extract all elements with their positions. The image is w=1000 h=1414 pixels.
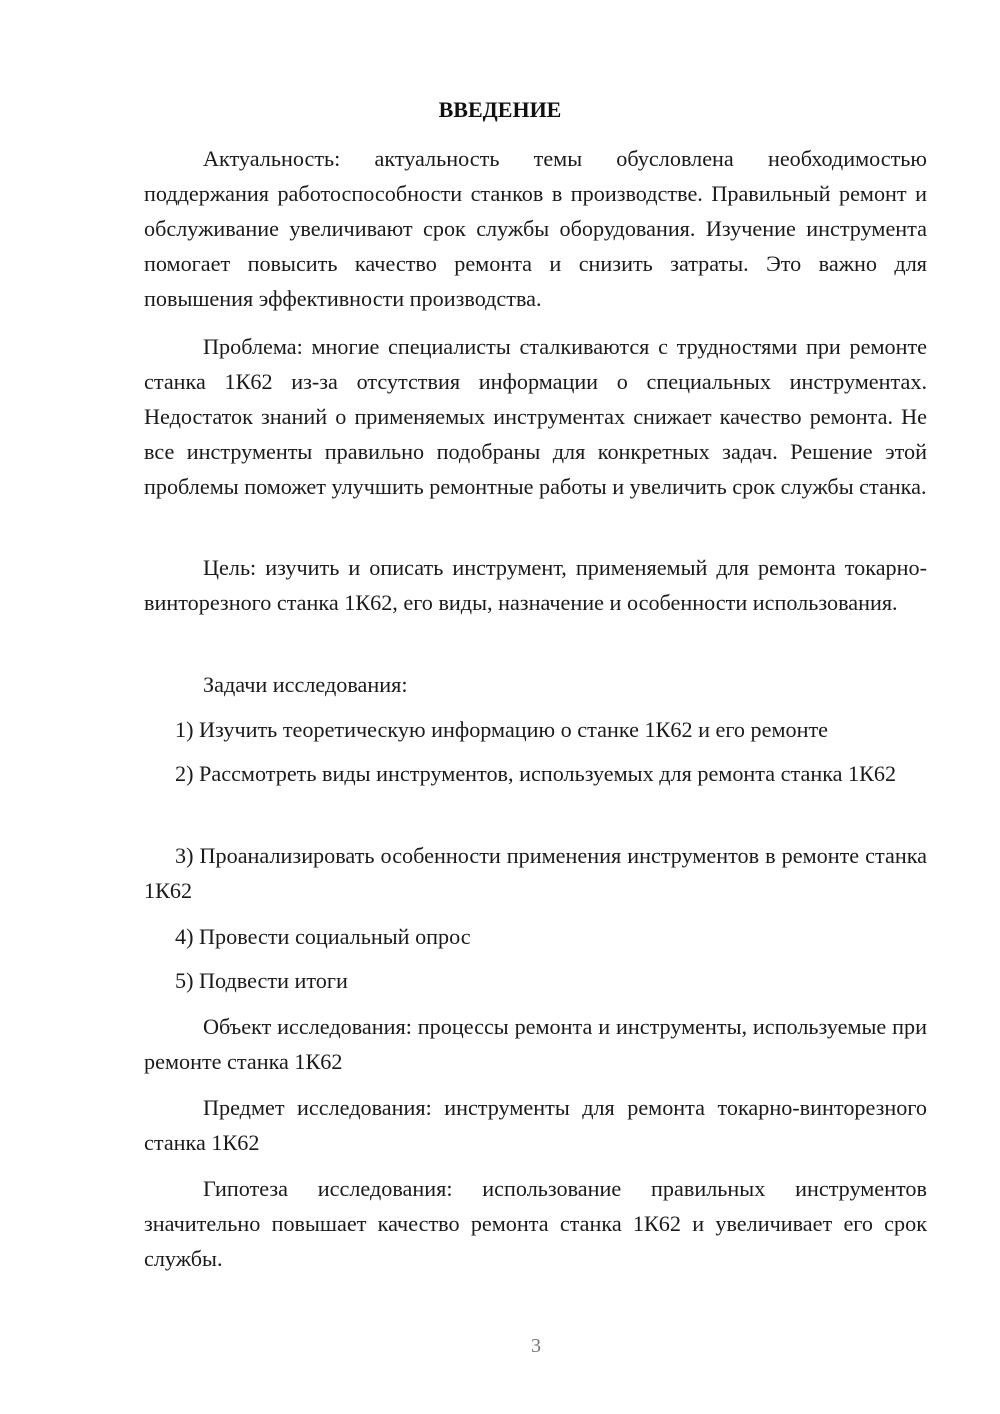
paragraph-object: Объект исследования: процессы ремонта и инструменты, используемые при ремонте станка 1К62 <box>144 1014 927 1074</box>
paragraph-goal: Цель: изучить и описать инструмент, применяемый для ремонта токарно-винторезного станка 1К62, его виды, назначение и особенности использования. <box>144 555 927 615</box>
task-item-5: 5) Подвести итоги <box>175 968 348 993</box>
task-item-4: 4) Провести социальный опрос <box>175 924 471 949</box>
paragraph-hypothesis: Гипотеза исследования: использование правильных инструментов значительно повышает качество ремонта станка 1К62 и увеличивает его срок службы. <box>144 1176 927 1271</box>
paragraph-tasks-heading: Задачи исследования: <box>203 672 408 697</box>
page-number: 3 <box>531 1335 541 1357</box>
section-title: ВВЕДЕНИЕ <box>438 97 562 122</box>
paragraph-subject: Предмет исследования: инструменты для ремонта токарно-винторезного станка 1К62 <box>144 1095 927 1155</box>
paragraph-relevance: Актуальность: актуальность темы обусловлена необходимостью поддержания работоспособности станков в производстве. Правильный ремонт и обслуживание увеличивают срок службы оборудования. Изучение инструмента помогает повысить качество ремонта и снизить затраты. Это важно для повышения эффективности производства. <box>144 146 927 311</box>
task-item-2: 2) Рассмотреть виды инструментов, используемых для ремонта станка 1К62 <box>175 761 897 786</box>
task-item-3: 3) Проанализировать особенности применения инструментов в ремонте станка 1К62 <box>144 843 927 903</box>
paragraph-problem: Проблема: многие специалисты сталкиваются с трудностями при ремонте станка 1К62 из-за отсутствия информации о специальных инструментах. Недостаток знаний о применяемых инструментах снижает качество ремонта. Не все инструменты правильно подобраны для конкретных задач. Решение этой проблемы поможет улучшить ремонтные работы и увеличить срок службы станка. <box>144 334 927 499</box>
task-item-1: 1) Изучить теоретическую информацию о станке 1К62 и его ремонте <box>175 717 829 742</box>
